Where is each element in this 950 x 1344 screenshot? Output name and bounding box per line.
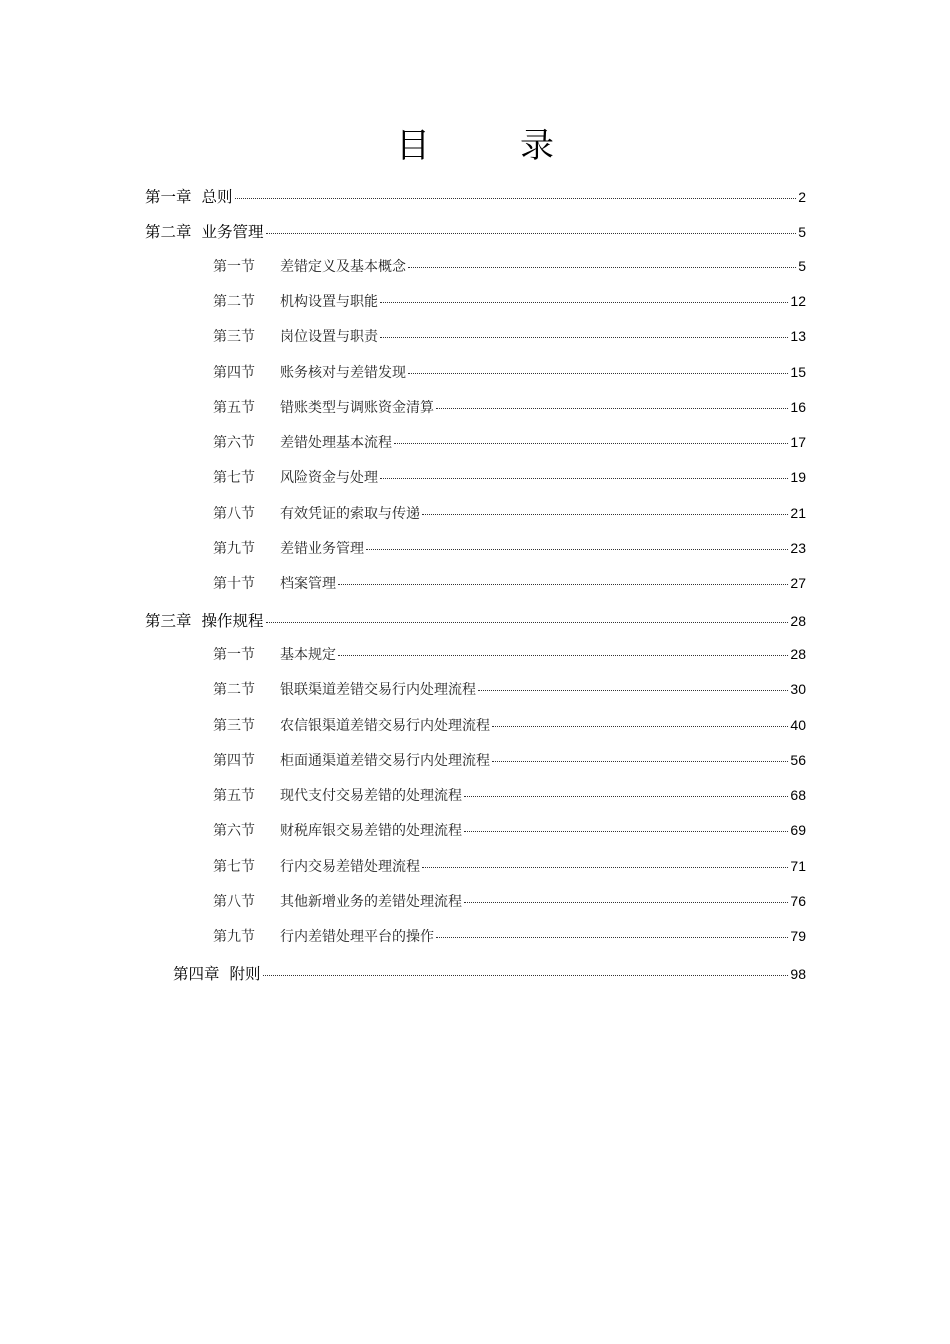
toc-entry-text: 行内差错处理平台的操作 [280,929,434,946]
toc-dot-leader [263,975,789,976]
toc-entry-number: 第四节 [213,364,255,381]
toc-entry-label [213,432,392,452]
toc-section-row[interactable] [213,432,806,456]
toc-page-number: 19 [790,469,806,486]
toc-chapter-row[interactable] [145,185,806,209]
toc-entry-number: 第一章 [145,189,192,206]
toc-entry-text: 附则 [229,965,261,983]
toc-entry-label [213,467,378,487]
toc-page-number: 98 [790,965,806,982]
toc-dot-leader [422,867,788,868]
toc-entry-label [213,397,434,417]
toc-entry-number: 第六节 [213,823,255,840]
toc-entry-label [145,609,264,631]
toc-entry-text: 差错业务管理 [280,541,364,557]
toc-entry-number: 第八节 [213,894,255,910]
toc-page-number: 79 [790,928,806,945]
toc-page-number: 13 [790,328,806,345]
toc-section-row[interactable] [213,926,806,950]
toc-entry-text: 风险资金与处理 [280,470,378,487]
toc-section-row[interactable] [213,573,806,597]
toc-page-number: 68 [790,787,806,804]
toc-entry-number: 第六节 [213,435,255,452]
toc-chapter-row[interactable] [145,609,806,633]
toc-page-number: 5 [798,257,806,274]
toc-dot-leader [338,655,788,656]
toc-page-number: 56 [790,751,806,768]
toc-entry-label [213,679,476,699]
toc-entry-text: 有效凭证的索取与传递 [280,505,420,522]
toc-entry-text: 总则 [201,189,233,206]
toc-section-row[interactable] [213,715,806,739]
toc-entry-number: 第七节 [213,470,255,487]
toc-entry-number: 第四节 [213,752,255,769]
toc-entry-number: 第一节 [213,258,255,275]
toc-entry-number: 第九节 [213,541,255,557]
toc-page-number: 27 [790,575,806,592]
toc-section-row[interactable] [213,362,806,386]
toc-entry-text: 行内交易差错处理流程 [280,858,420,875]
toc-dot-leader [380,302,788,303]
toc-chapter-row[interactable] [173,962,806,986]
toc-dot-leader [492,761,788,762]
toc-entry-label [213,715,490,735]
toc-page-number: 16 [790,398,806,415]
toc-entry-number: 第一节 [213,646,255,663]
toc-entry-label [213,820,462,840]
toc-entry-label [213,503,420,523]
toc-section-row[interactable] [213,326,806,350]
toc-entry-number: 第二章 [145,224,192,242]
toc-dot-leader [266,622,789,623]
toc-page-number: 21 [790,504,806,521]
toc-section-row[interactable] [213,397,806,421]
toc-dot-leader [380,478,788,479]
toc-entry-number: 第五节 [213,788,255,805]
toc-page-number: 17 [790,434,806,451]
toc-section-row[interactable] [213,538,806,562]
toc-page-number: 71 [790,857,806,874]
toc-entry-text: 差错定义及基本概念 [280,258,406,275]
toc-page-number: 5 [798,224,806,241]
toc-page-number: 76 [790,893,806,909]
toc-entry-text: 账务核对与差错发现 [280,364,406,381]
toc-page-number: 28 [790,645,806,662]
toc-entry-number: 第九节 [213,929,255,946]
toc-section-row[interactable] [213,856,806,880]
toc-entry-label [213,926,434,946]
toc-entry-number: 第三节 [213,329,255,346]
toc-entry-text: 其他新增业务的差错处理流程 [280,894,462,910]
toc-entry-text: 农信银渠道差错交易行内处理流程 [280,717,490,734]
toc-dot-leader [235,198,797,199]
toc-entry-text: 基本规定 [280,646,336,663]
toc-dot-leader [436,937,788,938]
toc-dot-leader [422,514,788,515]
toc-dot-leader [464,796,788,797]
toc-entry-number: 第五节 [213,399,255,416]
toc-entry-label [213,644,336,664]
toc-dot-leader [366,549,788,550]
toc-entry-number: 第十节 [213,576,255,593]
toc-entry-number: 第七节 [213,858,255,875]
toc-entry-number: 第二节 [213,293,255,310]
toc-entry-text: 财税库银交易差错的处理流程 [280,823,462,840]
toc-entry-label [213,326,378,346]
toc-entry-text: 差错处理基本流程 [280,435,392,452]
toc-page-number: 15 [790,363,806,380]
toc-entry-label [213,362,406,382]
toc-section-row[interactable] [213,256,806,280]
toc-entry-label [213,750,490,770]
toc-entry-number: 第三节 [213,717,255,734]
toc-page-number: 28 [790,612,806,629]
toc-dot-leader [478,690,788,691]
toc-entry-label [145,185,233,207]
toc-entry-label [213,573,336,593]
toc-entry-text: 岗位设置与职责 [280,329,378,346]
toc-entry-text: 操作规程 [201,612,264,630]
toc-section-row[interactable] [213,503,806,527]
toc-entry-text: 档案管理 [280,576,336,593]
toc-entry-label [145,220,264,242]
toc-entry-text: 机构设置与职能 [280,293,378,310]
toc-entry-label [213,891,462,911]
toc-page-number: 12 [790,292,806,309]
toc-section-row[interactable] [213,785,806,809]
toc-dot-leader [464,831,788,832]
toc-section-row[interactable] [213,679,806,703]
toc-dot-leader [436,408,788,409]
toc-entry-label [213,785,462,805]
toc-page-number: 30 [790,681,806,698]
toc-entry-number: 第三章 [145,612,192,630]
toc-entry-text: 错账类型与调账资金清算 [280,399,434,416]
toc-entry-number: 第八节 [213,505,255,522]
toc-dot-leader [408,373,788,374]
toc-section-row[interactable] [213,291,806,315]
toc-dot-leader [338,584,788,585]
toc-entry-label [213,291,378,311]
toc-entry-label [213,256,406,276]
toc-page-number: 40 [790,716,806,733]
toc-section-row[interactable] [213,891,806,915]
toc-entry-number: 第四章 [173,965,220,983]
toc-dot-leader [408,267,796,268]
toc-dot-leader [394,443,788,444]
toc-section-row[interactable] [213,820,806,844]
toc-section-row[interactable] [213,467,806,491]
toc-entry-label [173,962,261,984]
toc-title: 目 录 [396,126,582,166]
toc-entry-text: 银联渠道差错交易行内处理流程 [280,682,476,699]
toc-dot-leader [464,902,788,903]
toc-entry-text: 柜面通渠道差错交易行内处理流程 [280,752,490,769]
toc-entry-label [213,856,420,876]
toc-page-number: 23 [790,540,806,556]
toc-section-row[interactable] [213,644,806,668]
toc-dot-leader [266,233,797,234]
toc-entry-number: 第二节 [213,682,255,699]
toc-entry-label [213,538,364,558]
toc-chapter-row[interactable] [145,220,806,244]
toc-dot-leader [492,726,788,727]
toc-entry-text: 业务管理 [201,224,264,242]
toc-page-number: 2 [798,189,806,205]
toc-entry-text: 现代支付交易差错的处理流程 [280,788,462,805]
toc-page-number: 69 [790,822,806,839]
toc-section-row[interactable] [213,750,806,774]
toc-dot-leader [380,337,788,338]
